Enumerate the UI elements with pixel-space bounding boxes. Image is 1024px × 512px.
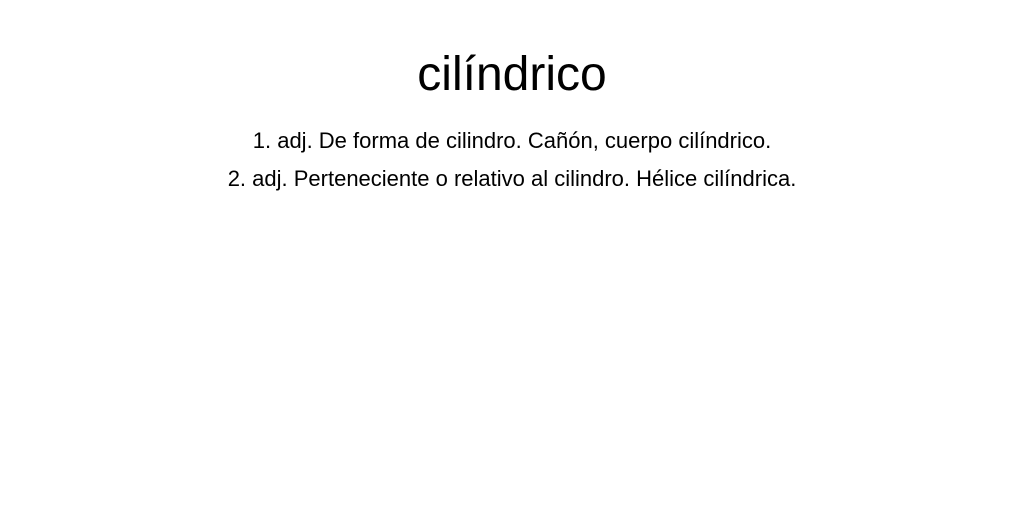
definition-item: 1. adj. De forma de cilindro. Cañón, cuerpo cilíndrico. bbox=[252, 128, 772, 153]
dictionary-entry bbox=[0, 0, 1024, 198]
definition-list bbox=[0, 103, 1024, 198]
definition-item: 2. adj. Perteneciente o relativo al cilindro. Hélice cilíndrica. bbox=[227, 166, 797, 191]
headword-title: cilíndrico bbox=[417, 48, 607, 101]
